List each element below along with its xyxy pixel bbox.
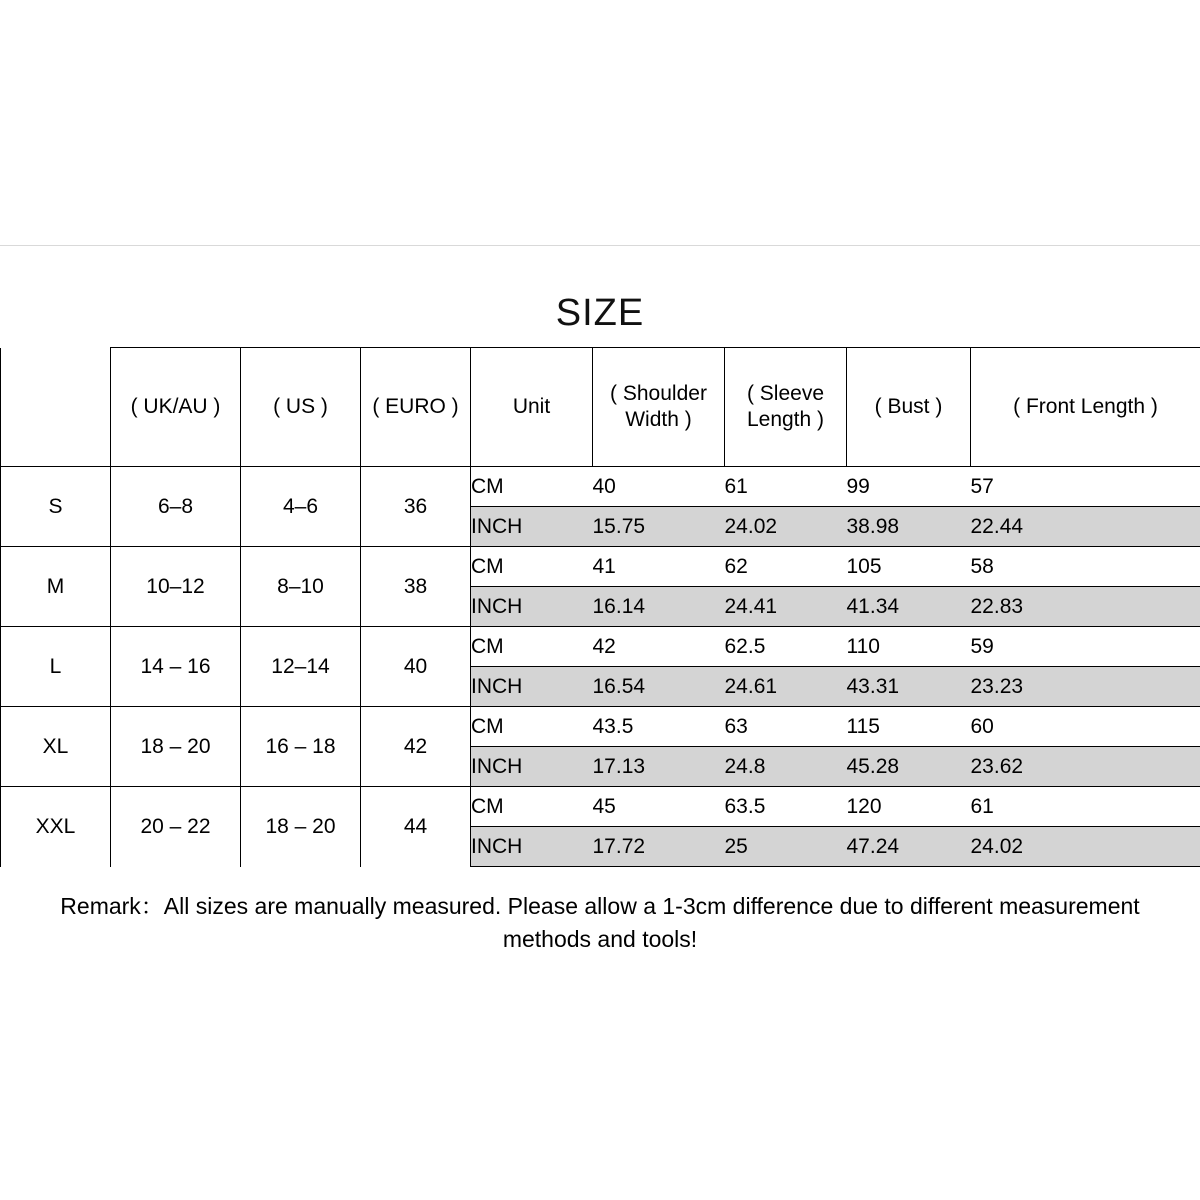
front-inch: 22.44 [971,507,1200,547]
unit-inch: INCH [471,827,593,867]
table-row [1,707,1200,747]
header-corner [1,348,111,467]
size-label: M [1,547,111,627]
size-label: S [1,467,111,547]
bust-inch: 47.24 [847,827,971,867]
header-unit: Unit [471,348,593,467]
unit-inch: INCH [471,587,593,627]
bust-inch: 43.31 [847,667,971,707]
sleeve-inch: 24.02 [725,507,847,547]
bust-inch: 45.28 [847,747,971,787]
unit-inch: INCH [471,507,593,547]
shoulder-inch: 15.75 [593,507,725,547]
shoulder-cm: 43.5 [593,707,725,747]
size-label: XL [1,707,111,787]
front-cm: 57 [971,467,1200,507]
ukau-value: 18 – 20 [111,707,241,787]
table-row [1,787,1200,827]
remark-text: Remark：All sizes are manually measured. Please allow a 1-3cm difference due to different measurement methods and tools! [60,893,1140,953]
front-inch: 23.62 [971,747,1200,787]
bust-cm: 99 [847,467,971,507]
euro-value: 38 [361,547,471,627]
unit-cm: CM [471,547,593,587]
table-row [1,547,1200,587]
unit-inch: INCH [471,747,593,787]
shoulder-inch: 16.14 [593,587,725,627]
table-row [1,627,1200,667]
sleeve-cm: 62 [725,547,847,587]
bust-inch: 41.34 [847,587,971,627]
sleeve-cm: 61 [725,467,847,507]
header-euro: ( EURO ) [361,348,471,467]
sleeve-cm: 63 [725,707,847,747]
size-table-container [0,347,1200,867]
shoulder-inch: 16.54 [593,667,725,707]
us-value: 18 – 20 [241,787,361,867]
header-shoulder-width: ( Shoulder Width ) [593,348,725,467]
unit-cm: CM [471,707,593,747]
us-value: 8–10 [241,547,361,627]
front-cm: 61 [971,787,1200,827]
size-table [0,347,1200,867]
ukau-value: 10–12 [111,547,241,627]
size-label: L [1,627,111,707]
front-inch: 24.02 [971,827,1200,867]
header-sleeve-length: ( Sleeve Length ) [725,348,847,467]
us-value: 16 – 18 [241,707,361,787]
front-cm: 59 [971,627,1200,667]
euro-value: 42 [361,707,471,787]
ukau-value: 6–8 [111,467,241,547]
bust-cm: 115 [847,707,971,747]
header-us: ( US ) [241,348,361,467]
sleeve-inch: 24.61 [725,667,847,707]
unit-cm: CM [471,467,593,507]
header-ukau: ( UK/AU ) [111,348,241,467]
front-cm: 60 [971,707,1200,747]
bust-inch: 38.98 [847,507,971,547]
euro-value: 36 [361,467,471,547]
unit-cm: CM [471,787,593,827]
euro-value: 44 [361,787,471,867]
front-inch: 23.23 [971,667,1200,707]
bust-cm: 105 [847,547,971,587]
header-bust: ( Bust ) [847,348,971,467]
front-cm: 58 [971,547,1200,587]
sleeve-inch: 25 [725,827,847,867]
unit-inch: INCH [471,667,593,707]
unit-cm: CM [471,627,593,667]
bust-cm: 110 [847,627,971,667]
table-header-row [1,348,1200,467]
table-row [1,467,1200,507]
bust-cm: 120 [847,787,971,827]
page-title: SIZE [555,292,645,334]
shoulder-cm: 45 [593,787,725,827]
sleeve-inch: 24.8 [725,747,847,787]
us-value: 12–14 [241,627,361,707]
shoulder-inch: 17.13 [593,747,725,787]
sleeve-cm: 63.5 [725,787,847,827]
top-divider [0,245,1200,246]
ukau-value: 14 – 16 [111,627,241,707]
shoulder-cm: 41 [593,547,725,587]
ukau-value: 20 – 22 [111,787,241,867]
shoulder-cm: 40 [593,467,725,507]
us-value: 4–6 [241,467,361,547]
size-label: XXL [1,787,111,867]
front-inch: 22.83 [971,587,1200,627]
sleeve-cm: 62.5 [725,627,847,667]
header-front-length: ( Front Length ) [971,348,1200,467]
shoulder-inch: 17.72 [593,827,725,867]
sleeve-inch: 24.41 [725,587,847,627]
shoulder-cm: 42 [593,627,725,667]
euro-value: 40 [361,627,471,707]
